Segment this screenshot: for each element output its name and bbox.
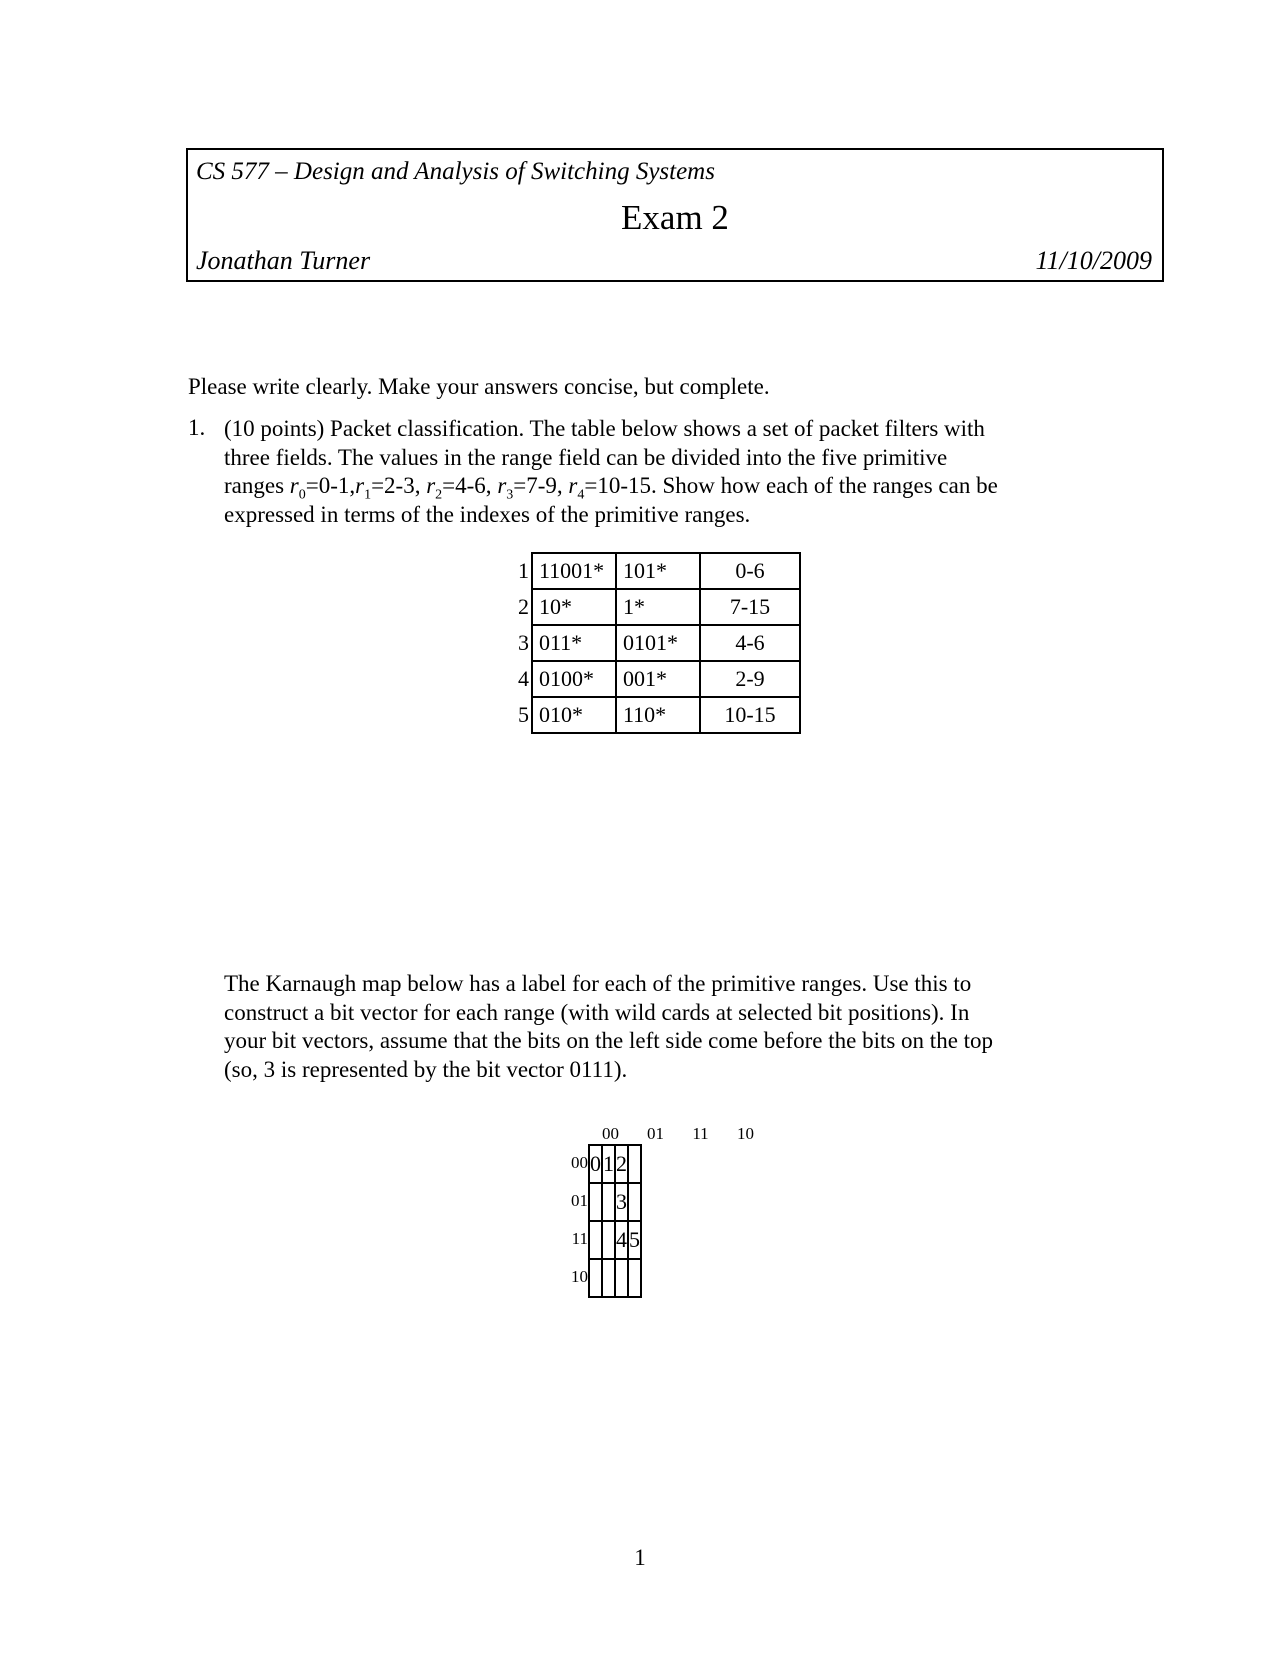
range-var: r	[426, 473, 436, 498]
kmap-cell	[628, 1259, 641, 1297]
filter-number: 3	[518, 630, 529, 655]
field2-cell: 0101*	[616, 625, 700, 661]
kmap-col-label: 01	[647, 1124, 664, 1143]
kmap-row-label: 11	[571, 1229, 588, 1248]
exam-date: 11/10/2009	[1035, 246, 1152, 275]
kmap-cell	[589, 1221, 602, 1259]
table-row	[508, 697, 800, 733]
range-cell: 0-6	[700, 553, 800, 589]
field1-cell: 011*	[532, 625, 616, 661]
range-sub: 2	[435, 487, 443, 503]
question-text	[224, 415, 1104, 529]
kmap-intro-line: (so, 3 is represented by the bit vector 0111).	[224, 1056, 628, 1082]
kmap-cell: 5	[628, 1221, 641, 1259]
range-sub: 4	[577, 487, 585, 503]
kmap-col-label: 00	[602, 1124, 619, 1143]
table-row	[508, 553, 800, 589]
field1-cell: 0100*	[532, 661, 616, 697]
field2-cell: 1*	[616, 589, 700, 625]
kmap-grid	[588, 1144, 642, 1298]
range-var: r	[355, 473, 365, 498]
kmap-cell	[628, 1183, 641, 1221]
question-line: three fields. The values in the range field can be divided into the five primitive	[224, 444, 948, 470]
kmap-row-label: 10	[571, 1267, 588, 1286]
page-number: 1	[634, 1545, 646, 1570]
kmap-cell	[628, 1145, 641, 1183]
range-var: r	[497, 473, 507, 498]
kmap-row-label: 01	[571, 1191, 588, 1210]
ranges-suffix: Show how each of the ranges can be	[656, 473, 998, 498]
author-name: Jonathan Turner	[196, 246, 371, 275]
course-title: CS 577 – Design and Analysis of Switching Systems	[196, 158, 715, 185]
field1-cell: 11001*	[532, 553, 616, 589]
filter-number: 1	[518, 558, 529, 583]
kmap-row	[589, 1221, 641, 1259]
field2-cell: 101*	[616, 553, 700, 589]
kmap-col-label: 11	[692, 1124, 709, 1143]
field2-cell: 001*	[616, 661, 700, 697]
kmap-cell	[589, 1259, 602, 1297]
filter-number: 5	[518, 702, 529, 727]
range-cell: 2-9	[700, 661, 800, 697]
kmap-cell: 2	[615, 1145, 628, 1183]
kmap-cell: 3	[615, 1183, 628, 1221]
table-row	[508, 589, 800, 625]
ranges-prefix: ranges	[224, 473, 290, 498]
range-cell: 7-15	[700, 589, 800, 625]
range-value: =10-15.	[584, 473, 657, 498]
kmap-cell: 4	[615, 1221, 628, 1259]
filter-table	[508, 552, 801, 734]
kmap-cell	[602, 1183, 615, 1221]
kmap-row	[589, 1259, 641, 1297]
field1-cell: 10*	[532, 589, 616, 625]
question-line-ranges	[224, 472, 1104, 501]
range-var: r	[568, 473, 578, 498]
kmap-intro	[224, 970, 1124, 1084]
question-line: (10 points) Packet classification. The table below shows a set of packet filters with	[224, 416, 985, 441]
kmap-cell: 0	[589, 1145, 602, 1183]
range-var: r	[289, 473, 299, 498]
kmap-cell	[602, 1259, 615, 1297]
kmap-cell	[589, 1183, 602, 1221]
question-number: 1.	[188, 415, 206, 440]
range-sub: 3	[506, 487, 514, 503]
exam-header	[186, 148, 1164, 282]
range-sub: 0	[298, 487, 306, 503]
kmap-intro-line: The Karnaugh map below has a label for each of the primitive ranges. Use this to	[224, 971, 972, 996]
kmap-col-label: 10	[737, 1124, 754, 1143]
range-value: =0-1,	[305, 473, 356, 498]
kmap-intro-line: construct a bit vector for each range (with wild cards at selected bit positions). In	[224, 999, 970, 1025]
table-row	[508, 661, 800, 697]
range-value: =2-3,	[371, 473, 427, 498]
range-value: =4-6,	[442, 473, 498, 498]
question-line: expressed in terms of the indexes of the primitive ranges.	[224, 501, 751, 527]
kmap-intro-line: your bit vectors, assume that the bits on the left side come before the bits on the top	[224, 1028, 994, 1053]
filter-number: 4	[518, 666, 529, 691]
range-value: =7-9,	[513, 473, 569, 498]
instructions: Please write clearly. Make your answers concise, but complete.	[188, 374, 770, 399]
range-cell: 4-6	[700, 625, 800, 661]
table-row	[508, 625, 800, 661]
range-cell: 10-15	[700, 697, 800, 733]
kmap-cell	[615, 1259, 628, 1297]
kmap-row-label: 00	[571, 1153, 588, 1172]
kmap-row	[589, 1145, 641, 1183]
field2-cell: 110*	[616, 697, 700, 733]
filter-number: 2	[518, 594, 529, 619]
kmap-row	[589, 1183, 641, 1221]
exam-title: Exam 2	[621, 198, 729, 237]
kmap-cell: 1	[602, 1145, 615, 1183]
kmap-cell	[602, 1221, 615, 1259]
field1-cell: 010*	[532, 697, 616, 733]
range-sub: 1	[364, 487, 372, 503]
